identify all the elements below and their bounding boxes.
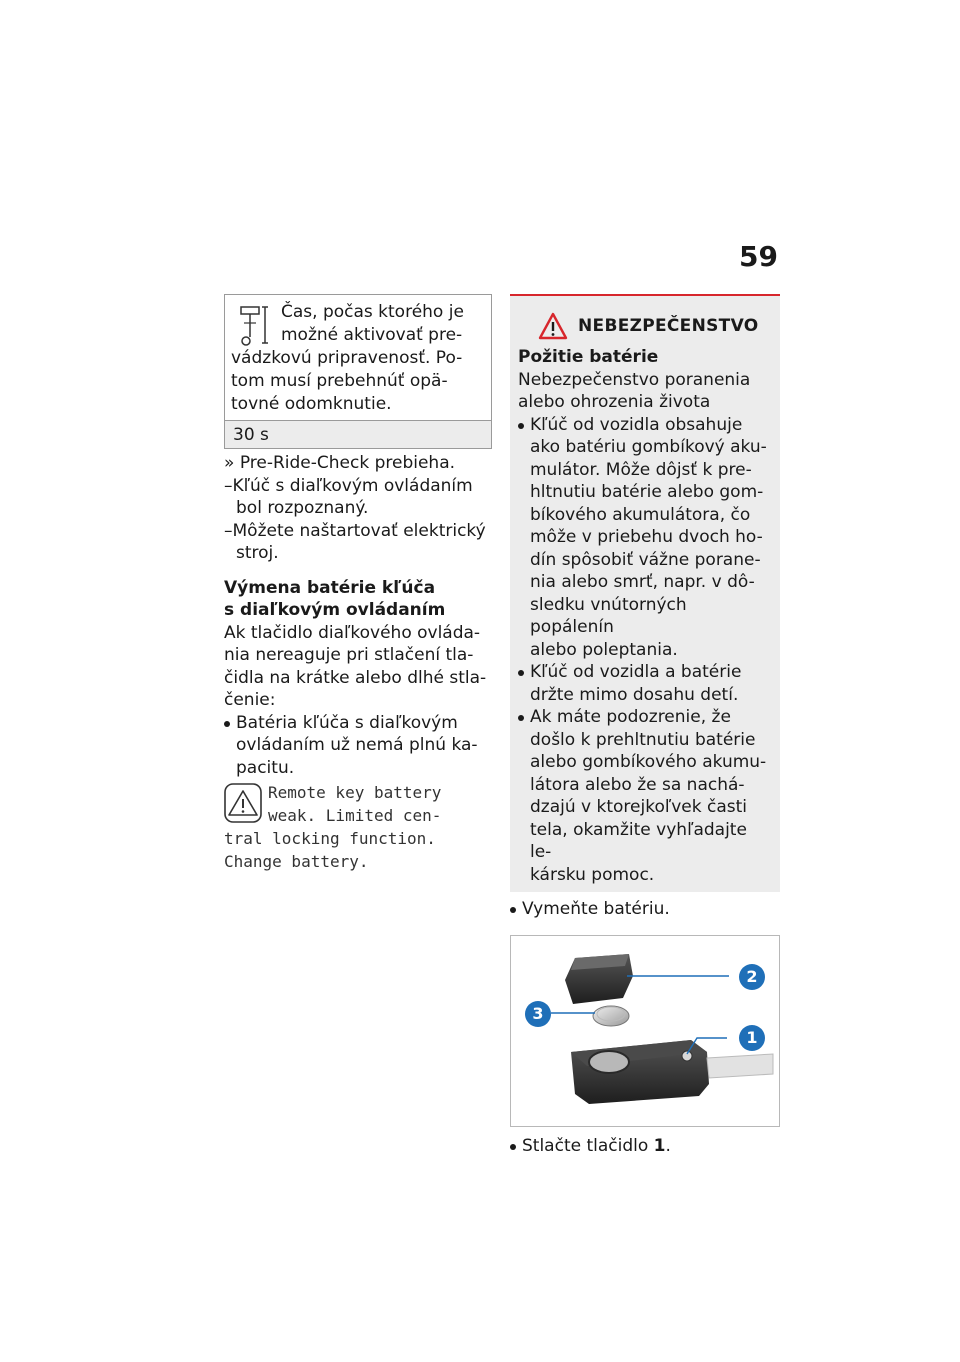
db3-line-4: látora alebo že sa nachá- [530,774,745,795]
para-line-3: čidla na krátke alebo dlhé stla- [224,667,487,688]
dash-item-1-line-2: bol rozpoznaný. [236,498,369,518]
page-number: 59 [739,240,778,273]
key-battery-figure [510,935,780,1127]
mono-line-4: Change battery. [224,852,369,871]
db1-line-8: nia alebo smrť, napr. v dô- [530,572,755,593]
step-replace-battery-text: Vymeňte batériu. [522,899,670,920]
section-heading-line-1: Výmena batérie kľúča [224,577,436,598]
danger-triangle-icon [538,312,568,340]
db1-line-5: bíkového akumulátora, čo [530,504,751,525]
section-heading [224,577,492,622]
dash-item-2-line-2: stroj. [236,543,279,563]
danger-title: NEBEZPEČENSTVO [578,315,759,336]
danger-bullet-1 [518,414,772,662]
bullet-line-2: ovládaním už nemá plnú ka- [236,735,478,755]
step-press-button [510,1135,780,1158]
display-message [224,781,492,873]
result-line [224,452,492,475]
danger-heading: Požitie batérie [518,347,659,367]
dash-item-1-line-1: –Kľúč s diaľkovým ovládaním [224,475,473,496]
db3-line-5: dzajú v ktorejkoľvek časti [530,797,747,818]
danger-header [538,312,772,340]
callout-3: 3 [525,1001,551,1027]
warning-triangle-icon [224,783,262,823]
key-exploded-illustration [511,936,779,1126]
mono-line-1: Remote key battery [268,783,442,802]
danger-intro-line-1: Nebezpečenstvo poranenia [518,369,751,390]
db3-line-7: kársku pomoc. [530,864,655,885]
db1-line-3: mulátor. Môže dôjsť k pre- [530,459,752,480]
info-box [224,294,492,449]
bullet-line-3: pacitu. [236,757,295,778]
info-box-value: 30 s [225,420,491,448]
db1-line-9: sledku vnútorných popálenín [530,594,687,638]
step-press-button-prefix: Stlačte tlačidlo [522,1135,654,1156]
para-line-4: čenie: [224,690,276,710]
result-marker: » [224,453,235,473]
mono-line-3: tral locking function. [224,829,436,848]
info-box-text-wrap [225,295,491,420]
db1-line-4: hltnutiu batérie alebo gom- [530,482,764,503]
para-line-1: Ak tlačidlo diaľkového ovláda- [224,622,481,643]
callout-1: 1 [739,1025,765,1051]
db1-line-7: dín spôsobiť vážne porane- [530,549,761,570]
step-press-button-suffix: . [665,1135,671,1156]
section-heading-line-2: s diaľkovým ovládaním [224,600,446,620]
db2-line-2: držte mimo dosahu detí. [530,684,739,705]
callout-2: 2 [739,964,765,990]
danger-intro-line-2: alebo ohrozenia života [518,392,711,413]
section-paragraph [224,622,492,712]
bullet-battery-weak [224,712,492,780]
step-replace-battery [510,898,780,921]
dash-item-2 [224,520,492,565]
db2-line-1: Kľúč od vozidla a batérie [530,662,742,683]
db1-line-1: Kľúč od vozidla obsahuje [530,414,743,435]
db1-line-6: môže v priebehu dvoch ho- [530,527,763,548]
db3-line-3: alebo gombíkového akumu- [530,752,767,773]
dash-item-1 [224,475,492,520]
danger-bullet-3 [518,706,772,886]
dash-item-2-line-1: –Môžete naštartovať elektrický [224,520,486,541]
left-column [224,294,492,873]
db3-line-1: Ak máte podozrenie, že [530,707,731,728]
db1-line-2: ako batériu gombíkový aku- [530,437,767,458]
db3-line-2: došlo k prehltnutiu batérie [530,729,756,750]
db3-line-6: tela, okamžite vyhľadajte le- [530,819,747,863]
para-line-2: nia nereaguje pri stlačení tla- [224,645,474,665]
ride-clock-icon [237,303,271,347]
right-column [510,294,780,1157]
danger-bullet-2 [518,661,772,706]
result-text: Pre-Ride-Check prebieha. [239,453,456,473]
info-box-text: Čas, počas ktorého je možné aktivovať pre- vádzkovú pripravenosť. Po- tom musí prebehnúť opä- tovné odomknutie. [231,302,464,414]
mono-line-2: weak. Limited cen- [268,806,442,825]
db1-line-10: alebo poleptania. [530,639,678,660]
bullet-line-1: Batéria kľúča s diaľkovým [236,712,458,733]
step-press-button-number: 1 [653,1135,666,1156]
danger-box [510,294,780,892]
